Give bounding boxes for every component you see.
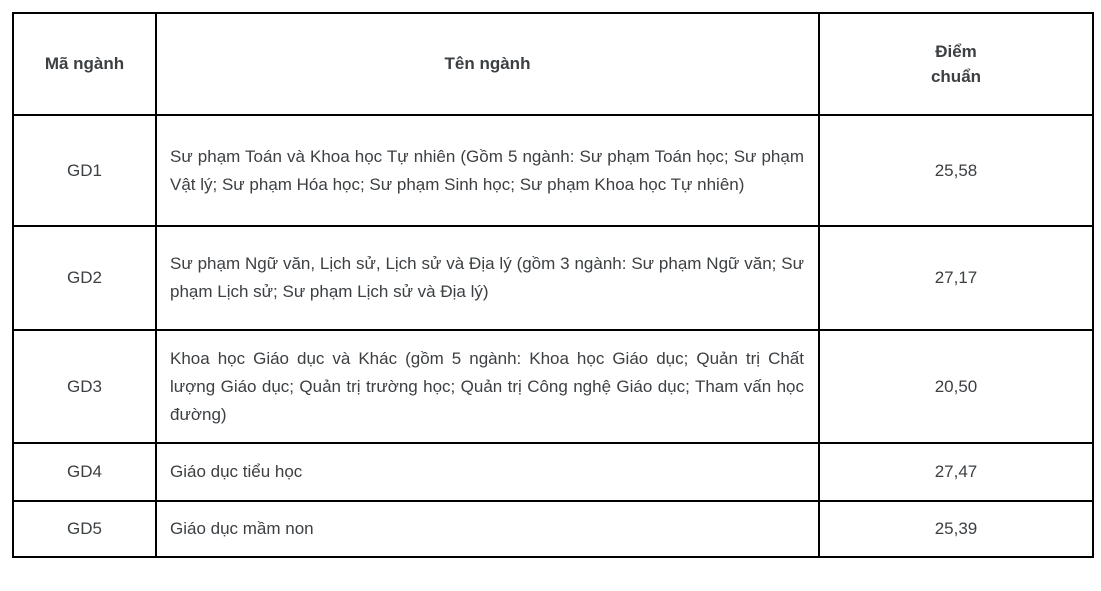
benchmark-score-cell: 27,17 bbox=[819, 226, 1093, 330]
major-name-cell: Giáo dục tiểu học bbox=[156, 443, 819, 501]
table-row bbox=[13, 226, 1093, 330]
header-major-name bbox=[156, 13, 819, 115]
major-code-cell: GD2 bbox=[13, 226, 156, 330]
benchmark-score-cell: 25,58 bbox=[819, 115, 1093, 226]
major-name-cell: Sư phạm Ngữ văn, Lịch sử, Lịch sử và Địa lý (gồm 3 ngành: Sư phạm Ngữ văn; Sư phạm Lịch sử; Sư phạm Lịch sử và Địa lý) bbox=[156, 226, 819, 330]
header-major-code bbox=[13, 13, 156, 115]
header-major-name-label: Tên ngành bbox=[444, 54, 531, 73]
header-major-code-label: Mã ngành bbox=[44, 54, 125, 73]
major-code-cell: GD3 bbox=[13, 330, 156, 443]
table-row bbox=[13, 501, 1093, 557]
admission-scores-table bbox=[12, 12, 1094, 558]
major-code-cell: GD1 bbox=[13, 115, 156, 226]
major-name-cell: Sư phạm Toán và Khoa học Tự nhiên (Gồm 5 ngành: Sư phạm Toán học; Sư phạm Vật lý; Sư phạm Hóa học; Sư phạm Sinh học; Sư phạm Khoa học Tự nhiên) bbox=[156, 115, 819, 226]
table-row bbox=[13, 443, 1093, 501]
benchmark-score-cell: 20,50 bbox=[819, 330, 1093, 443]
header-benchmark-score bbox=[819, 13, 1093, 115]
table-row bbox=[13, 115, 1093, 226]
major-code-cell: GD4 bbox=[13, 443, 156, 501]
major-name-cell: Khoa học Giáo dục và Khác (gồm 5 ngành: Khoa học Giáo dục; Quản trị Chất lượng Giáo dục; Quản trị trường học; Quản trị Công nghệ Giáo dục; Tham vấn học đường) bbox=[156, 330, 819, 443]
table-header-row bbox=[13, 13, 1093, 115]
table-row bbox=[13, 330, 1093, 443]
major-name-cell: Giáo dục mầm non bbox=[156, 501, 819, 557]
header-benchmark-score-label: Điểm chuẩn bbox=[930, 41, 982, 86]
benchmark-score-cell: 27,47 bbox=[819, 443, 1093, 501]
benchmark-score-cell: 25,39 bbox=[819, 501, 1093, 557]
major-code-cell: GD5 bbox=[13, 501, 156, 557]
